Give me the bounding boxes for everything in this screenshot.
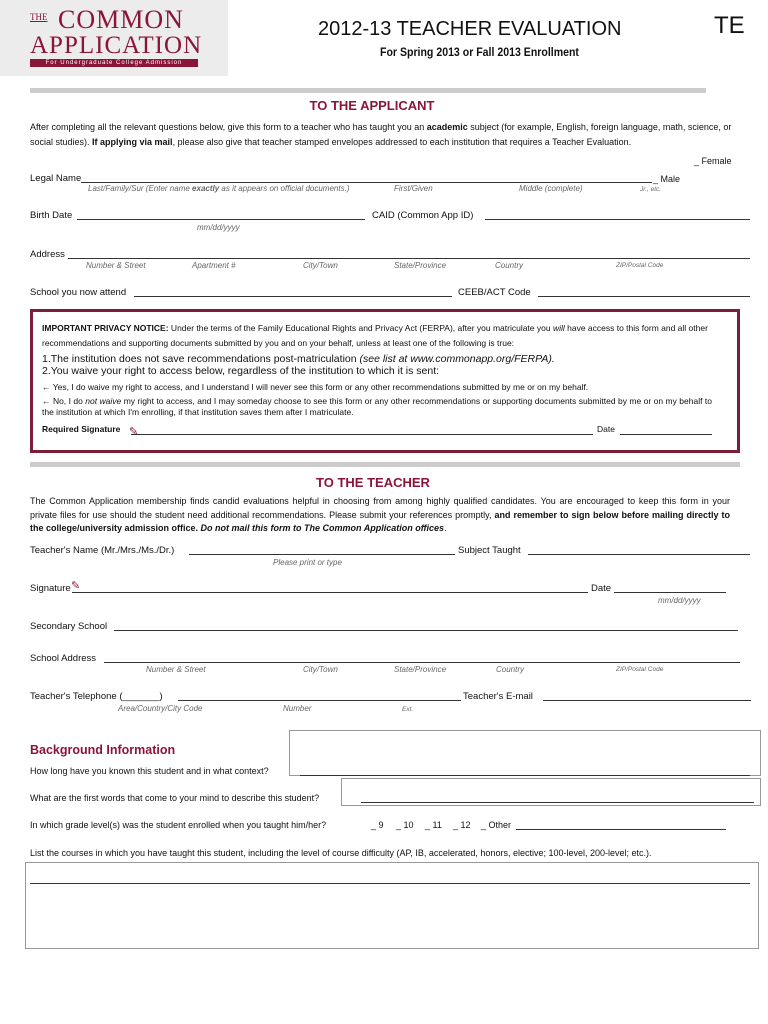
question-courses: List the courses in which you have taught this student, including the level of course difficulty (AP, IB, accelerated, honors, elective; 100-level, 200-level; etc.). bbox=[30, 848, 652, 858]
required-signature-field[interactable] bbox=[131, 434, 593, 435]
first-words-field[interactable] bbox=[361, 802, 754, 803]
birth-date-hint: mm/dd/yyyy bbox=[197, 223, 240, 232]
logo-tagline: For Undergraduate College Admission bbox=[30, 59, 198, 67]
secondary-school-field[interactable] bbox=[114, 630, 738, 631]
grade-12-option[interactable]: _ 12 bbox=[453, 820, 471, 830]
notice-italic: will bbox=[552, 323, 565, 333]
hint-bold: exactly bbox=[192, 184, 220, 193]
privacy-date-label: Date bbox=[597, 424, 615, 434]
phone-ext-hint: Ext. bbox=[402, 706, 414, 713]
waive-no-text: No, I do bbox=[52, 396, 86, 406]
school-addr-state-hint: State/Province bbox=[394, 665, 447, 674]
grade-other-option[interactable]: _ Other bbox=[481, 820, 512, 830]
ceeb-label: CEEB/ACT Code bbox=[458, 287, 531, 298]
intro-bold: If applying via mail bbox=[92, 137, 173, 147]
question-first-words: What are the first words that come to your mind to describe this student? bbox=[30, 793, 320, 803]
waive-yes-option[interactable] bbox=[42, 382, 722, 393]
item-italic: (see list at www.commonapp.org/FERPA). bbox=[359, 353, 555, 365]
form-subtitle: For Spring 2013 or Fall 2013 Enrollment bbox=[380, 45, 579, 59]
teacher-phone-field[interactable] bbox=[178, 700, 461, 701]
school-label: School you now attend bbox=[30, 287, 127, 298]
addr-zip-hint: ZIP/Postal Code bbox=[616, 262, 664, 269]
address-field[interactable] bbox=[68, 258, 750, 259]
known-how-long-field[interactable] bbox=[300, 775, 750, 776]
teacher-email-label: Teacher's E-mail bbox=[463, 691, 533, 702]
addr-country-hint: Country bbox=[495, 261, 524, 270]
applicant-heading: TO THE APPLICANT bbox=[309, 98, 435, 113]
logo-common: COMMON bbox=[58, 5, 184, 34]
grade-other-field[interactable] bbox=[516, 829, 726, 830]
grade-9-option[interactable]: _ 9 bbox=[371, 820, 384, 830]
courses-field[interactable] bbox=[30, 883, 750, 884]
context-answer-box[interactable] bbox=[289, 730, 761, 776]
intro-text: After completing all the relevant questions below, give this form to a teacher who has taught you an bbox=[30, 122, 427, 132]
birth-date-label: Birth Date bbox=[30, 210, 73, 221]
hint-text: Last/Family/Sur (Enter name bbox=[88, 184, 193, 193]
teacher-intro-text: The Common Application membership finds candid evaluations helpful in choosing from among highly qualified candidates. You are encouraged to keep this form in your private files for use should the student need additional recommendations. Please submit your references promptly, bbox=[30, 496, 730, 520]
teacher-intro bbox=[30, 495, 730, 536]
school-address-field[interactable] bbox=[104, 662, 740, 663]
ceeb-field[interactable] bbox=[538, 296, 750, 297]
hint-text: as it appears on official documents.) bbox=[219, 184, 350, 193]
teacher-email-field[interactable] bbox=[543, 700, 751, 701]
question-known-how-long: How long have you known this student and in what context? bbox=[30, 766, 269, 776]
logo-application: APPLICATION bbox=[30, 32, 203, 59]
privacy-item-2: 2.You waive your right to access below, regardless of the institution to which it is sent: bbox=[42, 365, 440, 377]
form-title: 2012-13 TEACHER EVALUATION bbox=[318, 18, 622, 40]
pen-icon: ✎ bbox=[129, 426, 139, 438]
divider-bar-top bbox=[30, 88, 706, 93]
addr-apt-hint: Apartment # bbox=[192, 261, 236, 270]
logo-the: THE bbox=[30, 12, 48, 22]
checkbox-arrow-icon: ← bbox=[42, 382, 53, 392]
addr-street-hint: Number & Street bbox=[86, 261, 146, 270]
legal-name-hint bbox=[88, 184, 349, 194]
background-heading: Background Information bbox=[30, 743, 176, 757]
intro-text: subject (for example, English, foreign language, math, science, or social studies). bbox=[30, 122, 732, 147]
teacher-date-field[interactable] bbox=[614, 592, 726, 593]
privacy-notice-box bbox=[30, 309, 740, 453]
teacher-date-hint: mm/dd/yyyy bbox=[658, 596, 701, 605]
form-code: TE bbox=[714, 12, 745, 39]
subject-field[interactable] bbox=[528, 554, 750, 555]
school-addr-country-hint: Country bbox=[496, 665, 525, 674]
checkbox-arrow-icon: ← bbox=[42, 396, 53, 406]
teacher-name-hint: Please print or type bbox=[273, 558, 342, 567]
applicant-intro bbox=[30, 120, 740, 150]
grade-10-option[interactable]: _ 10 bbox=[396, 820, 414, 830]
privacy-item-1 bbox=[42, 353, 555, 365]
notice-text: Under the terms of the Family Educational Rights and Privacy Act (FERPA), after you matriculate you bbox=[168, 323, 553, 333]
waive-no-option[interactable] bbox=[42, 396, 712, 418]
teacher-intro-bold-italic: Do not mail this form to The Common Application offices bbox=[198, 523, 445, 533]
teacher-phone-label: Teacher's Telephone (_______) bbox=[30, 691, 163, 702]
caid-field[interactable] bbox=[485, 219, 750, 220]
school-addr-street-hint: Number & Street bbox=[146, 665, 206, 674]
required-signature-label: Required Signature bbox=[42, 424, 121, 434]
privacy-notice-text bbox=[42, 321, 722, 351]
waive-no-italic: not waive bbox=[85, 396, 122, 406]
intro-bold: academic bbox=[426, 122, 468, 132]
notice-text: have access to this form and all other recommendations and supporting documents submitted by you and on your behalf, unless at least one of the following is true: bbox=[42, 323, 708, 348]
school-addr-city-hint: City/Town bbox=[303, 665, 338, 674]
secondary-school-label: Secondary School bbox=[30, 621, 108, 632]
signature-label: Signature bbox=[30, 583, 71, 594]
notice-bold: IMPORTANT PRIVACY NOTICE: bbox=[42, 323, 169, 333]
teacher-intro-text: . bbox=[444, 523, 447, 533]
teacher-name-field[interactable] bbox=[189, 554, 455, 555]
gender-male-option[interactable]: _ Male bbox=[653, 174, 681, 184]
teacher-name-label: Teacher's Name (Mr./Mrs./Ms./Dr.) bbox=[30, 545, 175, 556]
grade-11-option[interactable]: _ 11 bbox=[425, 820, 442, 830]
teacher-intro-bold: and remember to sign below before mailing directly to the college/university admission office. bbox=[30, 509, 730, 533]
divider-bar-mid bbox=[30, 462, 740, 467]
address-label: Address bbox=[30, 249, 65, 260]
logo-block bbox=[0, 0, 228, 76]
addr-city-hint: City/Town bbox=[303, 261, 338, 270]
school-addr-zip-hint: ZIP/Postal Code bbox=[616, 666, 664, 673]
phone-area-hint: Area/Country/City Code bbox=[118, 704, 203, 713]
pen-icon: ✎ bbox=[71, 580, 81, 592]
legal-name-field[interactable] bbox=[81, 182, 652, 183]
caid-label: CAID (Common App ID) bbox=[372, 210, 474, 221]
school-field[interactable] bbox=[134, 296, 452, 297]
suffix-hint: Jr., etc. bbox=[640, 186, 662, 193]
first-given-hint: First/Given bbox=[394, 184, 433, 193]
teacher-heading: TO THE TEACHER bbox=[316, 475, 430, 490]
waive-yes-text: Yes, I do waive my right to access, and I understand I will never see this form or any other recommendations submitted by me or on my behalf. bbox=[52, 382, 589, 392]
legal-name-label: Legal Name bbox=[30, 173, 82, 184]
intro-text: , please also give that teacher stamped envelopes addressed to each institution that requires a Teacher Evaluation. bbox=[172, 137, 632, 147]
waive-no-text: my right to access, and I may someday choose to see this form or any other recommendations or supporting documents submitted by me or on my behalf to the institution at which I'm enrolling, if that institution saves them after I matriculate. bbox=[42, 396, 712, 417]
subject-label: Subject Taught bbox=[458, 545, 521, 556]
teacher-signature-field[interactable] bbox=[72, 592, 588, 593]
courses-answer-box[interactable] bbox=[25, 862, 759, 949]
birth-date-field[interactable] bbox=[77, 219, 365, 220]
teacher-date-label: Date bbox=[591, 583, 612, 594]
question-grade-level: In which grade level(s) was the student enrolled when you taught him/her? bbox=[30, 820, 327, 830]
school-address-label: School Address bbox=[30, 653, 97, 664]
addr-state-hint: State/Province bbox=[394, 261, 447, 270]
item-text: 1.The institution does not save recommendations post-matriculation bbox=[42, 353, 360, 365]
privacy-date-field[interactable] bbox=[620, 434, 712, 435]
gender-female-option[interactable]: _ Female bbox=[694, 156, 732, 166]
middle-hint: Middle (complete) bbox=[519, 184, 583, 193]
phone-number-hint: Number bbox=[283, 704, 312, 713]
